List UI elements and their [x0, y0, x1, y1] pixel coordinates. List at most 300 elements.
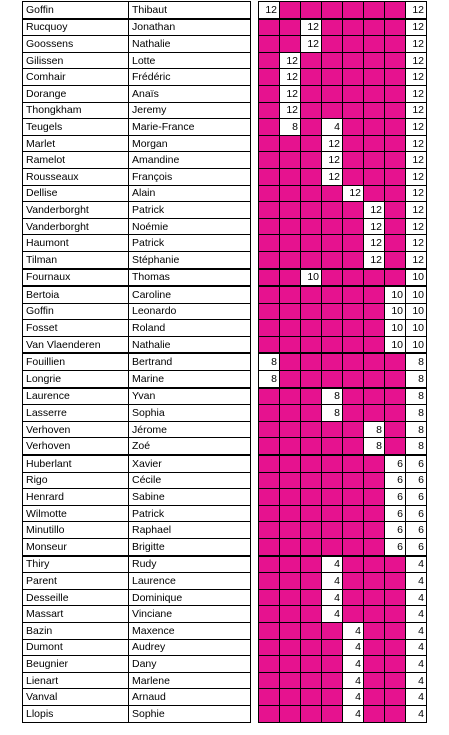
last-name-cell: Longrie: [23, 371, 129, 388]
filled-cell: [301, 371, 322, 388]
last-name-cell: Massart: [23, 606, 129, 623]
filled-cell: [322, 689, 343, 706]
total-cell: 4: [406, 573, 427, 590]
filled-cell: [322, 185, 343, 202]
last-name-cell: Vanval: [23, 689, 129, 706]
score-cell: 6: [385, 505, 406, 522]
first-name-cell: Patrick: [129, 235, 251, 252]
filled-cell: [343, 405, 364, 422]
filled-cell: [301, 472, 322, 489]
first-name-cell: Jeremy: [129, 102, 251, 119]
filled-cell: [343, 556, 364, 573]
gap-cell: [251, 589, 259, 606]
table-row: [23, 235, 448, 252]
first-name-cell: Sabine: [129, 489, 251, 506]
filled-cell: [259, 152, 280, 169]
filled-cell: [343, 489, 364, 506]
filled-cell: [301, 320, 322, 337]
filled-cell: [385, 85, 406, 102]
filled-cell: [301, 656, 322, 673]
last-name-cell: Van Vlaenderen: [23, 336, 129, 353]
filled-cell: [259, 489, 280, 506]
filled-cell: [385, 371, 406, 388]
gap-cell: [251, 639, 259, 656]
filled-cell: [385, 235, 406, 252]
filled-cell: [343, 320, 364, 337]
score-cell: 4: [322, 573, 343, 590]
table-row: [23, 269, 448, 287]
gap-cell: [251, 689, 259, 706]
filled-cell: [322, 202, 343, 219]
first-name-cell: Thomas: [129, 269, 251, 287]
filled-cell: [301, 689, 322, 706]
gap-cell: [251, 102, 259, 119]
gap-cell: [251, 606, 259, 623]
last-name-cell: Minutillo: [23, 522, 129, 539]
filled-cell: [280, 269, 301, 287]
gap-cell: [251, 52, 259, 69]
filled-cell: [385, 168, 406, 185]
filled-cell: [259, 19, 280, 36]
score-cell: 4: [322, 606, 343, 623]
first-name-cell: Frédéric: [129, 69, 251, 86]
filled-cell: [343, 85, 364, 102]
table-row: [23, 539, 448, 556]
first-name-cell: Patrick: [129, 202, 251, 219]
last-name-cell: Rucquoy: [23, 19, 129, 36]
filled-cell: [343, 472, 364, 489]
filled-cell: [343, 152, 364, 169]
filled-cell: [385, 405, 406, 422]
total-cell: 12: [406, 119, 427, 136]
gap-cell: [251, 336, 259, 353]
filled-cell: [322, 303, 343, 320]
filled-cell: [259, 522, 280, 539]
gap-cell: [251, 371, 259, 388]
filled-cell: [280, 371, 301, 388]
filled-cell: [322, 102, 343, 119]
first-name-cell: Alain: [129, 185, 251, 202]
filled-cell: [343, 539, 364, 556]
filled-cell: [385, 606, 406, 623]
filled-cell: [343, 102, 364, 119]
filled-cell: [343, 438, 364, 455]
score-cell: 4: [322, 556, 343, 573]
table-row: [23, 69, 448, 86]
filled-cell: [301, 303, 322, 320]
last-name-cell: Parent: [23, 573, 129, 590]
table-row: [23, 303, 448, 320]
score-cell: 6: [385, 522, 406, 539]
score-cell: 12: [364, 251, 385, 268]
table-row: [23, 622, 448, 639]
filled-cell: [385, 36, 406, 53]
table-row: [23, 19, 448, 36]
filled-cell: [280, 489, 301, 506]
first-name-cell: Sophie: [129, 705, 251, 722]
filled-cell: [385, 672, 406, 689]
filled-cell: [259, 202, 280, 219]
filled-cell: [259, 269, 280, 287]
score-cell: 12: [280, 52, 301, 69]
filled-cell: [364, 286, 385, 303]
filled-cell: [322, 656, 343, 673]
filled-cell: [259, 286, 280, 303]
gap-cell: [251, 251, 259, 268]
filled-cell: [343, 119, 364, 136]
total-cell: 12: [406, 52, 427, 69]
filled-cell: [280, 336, 301, 353]
total-cell: 12: [406, 235, 427, 252]
filled-cell: [385, 52, 406, 69]
filled-cell: [385, 388, 406, 405]
table-row: [23, 102, 448, 119]
last-name-cell: Llopis: [23, 705, 129, 722]
score-cell: 12: [280, 69, 301, 86]
filled-cell: [364, 656, 385, 673]
filled-cell: [364, 85, 385, 102]
filled-cell: [343, 168, 364, 185]
total-cell: 4: [406, 705, 427, 722]
filled-cell: [385, 269, 406, 287]
last-name-cell: Dellise: [23, 185, 129, 202]
filled-cell: [301, 489, 322, 506]
filled-cell: [301, 102, 322, 119]
last-name-cell: Bazin: [23, 622, 129, 639]
filled-cell: [301, 286, 322, 303]
filled-cell: [322, 505, 343, 522]
filled-cell: [385, 689, 406, 706]
filled-cell: [259, 36, 280, 53]
filled-cell: [301, 622, 322, 639]
filled-cell: [280, 202, 301, 219]
total-cell: 6: [406, 455, 427, 472]
total-cell: 6: [406, 472, 427, 489]
filled-cell: [301, 421, 322, 438]
filled-cell: [364, 371, 385, 388]
filled-cell: [259, 656, 280, 673]
gap-cell: [251, 353, 259, 370]
filled-cell: [322, 19, 343, 36]
score-cell: 12: [343, 185, 364, 202]
last-name-cell: Fournaux: [23, 269, 129, 287]
filled-cell: [364, 185, 385, 202]
filled-cell: [364, 336, 385, 353]
first-name-cell: Bertrand: [129, 353, 251, 370]
score-cell: 4: [343, 656, 364, 673]
table-row: [23, 421, 448, 438]
gap-cell: [251, 539, 259, 556]
filled-cell: [385, 102, 406, 119]
total-cell: 4: [406, 606, 427, 623]
total-cell: 4: [406, 656, 427, 673]
score-cell: 4: [322, 119, 343, 136]
filled-cell: [364, 69, 385, 86]
total-cell: 10: [406, 269, 427, 287]
filled-cell: [385, 251, 406, 268]
filled-cell: [301, 522, 322, 539]
last-name-cell: Vanderborght: [23, 202, 129, 219]
filled-cell: [280, 388, 301, 405]
last-name-cell: Marlet: [23, 135, 129, 152]
table-row: [23, 589, 448, 606]
filled-cell: [385, 639, 406, 656]
first-name-cell: Noémie: [129, 218, 251, 235]
score-cell: 6: [385, 489, 406, 506]
filled-cell: [364, 606, 385, 623]
score-cell: 8: [364, 438, 385, 455]
filled-cell: [343, 336, 364, 353]
total-cell: 12: [406, 19, 427, 36]
filled-cell: [280, 168, 301, 185]
filled-cell: [280, 218, 301, 235]
total-cell: 12: [406, 218, 427, 235]
score-cell: 10: [385, 286, 406, 303]
filled-cell: [322, 522, 343, 539]
last-name-cell: Fouillien: [23, 353, 129, 370]
filled-cell: [259, 438, 280, 455]
filled-cell: [322, 320, 343, 337]
filled-cell: [322, 622, 343, 639]
gap-cell: [251, 202, 259, 219]
gap-cell: [251, 135, 259, 152]
filled-cell: [343, 202, 364, 219]
first-name-cell: Xavier: [129, 455, 251, 472]
total-cell: 4: [406, 689, 427, 706]
table-row: [23, 185, 448, 202]
filled-cell: [343, 573, 364, 590]
last-name-cell: Ramelot: [23, 152, 129, 169]
filled-cell: [364, 573, 385, 590]
table-row: [23, 438, 448, 455]
filled-cell: [364, 622, 385, 639]
filled-cell: [301, 119, 322, 136]
first-name-cell: Stéphanie: [129, 251, 251, 268]
filled-cell: [322, 472, 343, 489]
filled-cell: [259, 421, 280, 438]
total-cell: 12: [406, 2, 427, 19]
first-name-cell: Dominique: [129, 589, 251, 606]
total-cell: 6: [406, 522, 427, 539]
last-name-cell: Henrard: [23, 489, 129, 506]
filled-cell: [301, 556, 322, 573]
filled-cell: [364, 353, 385, 370]
filled-cell: [364, 2, 385, 19]
table-row: [23, 336, 448, 353]
filled-cell: [280, 656, 301, 673]
score-cell: 8: [259, 353, 280, 370]
gap-cell: [251, 505, 259, 522]
filled-cell: [343, 269, 364, 287]
filled-cell: [385, 438, 406, 455]
first-name-cell: Marlene: [129, 672, 251, 689]
filled-cell: [343, 135, 364, 152]
filled-cell: [280, 235, 301, 252]
filled-cell: [301, 152, 322, 169]
first-name-cell: Vinciane: [129, 606, 251, 623]
first-name-cell: Zoé: [129, 438, 251, 455]
filled-cell: [343, 19, 364, 36]
score-cell: 12: [301, 19, 322, 36]
first-name-cell: Marie-France: [129, 119, 251, 136]
last-name-cell: Goffin: [23, 303, 129, 320]
gap-cell: [251, 269, 259, 287]
last-name-cell: Rigo: [23, 472, 129, 489]
filled-cell: [301, 405, 322, 422]
filled-cell: [364, 135, 385, 152]
filled-cell: [343, 251, 364, 268]
score-cell: 4: [322, 589, 343, 606]
first-name-cell: Sophia: [129, 405, 251, 422]
total-cell: 12: [406, 202, 427, 219]
filled-cell: [280, 19, 301, 36]
total-cell: 6: [406, 489, 427, 506]
filled-cell: [301, 672, 322, 689]
filled-cell: [280, 689, 301, 706]
filled-cell: [385, 202, 406, 219]
filled-cell: [385, 152, 406, 169]
filled-cell: [259, 606, 280, 623]
score-cell: 12: [280, 102, 301, 119]
score-cell: 12: [364, 218, 385, 235]
first-name-cell: Dany: [129, 656, 251, 673]
score-cell: 12: [364, 235, 385, 252]
gap-cell: [251, 573, 259, 590]
table-row: [23, 2, 448, 19]
first-name-cell: Morgan: [129, 135, 251, 152]
last-name-cell: Lasserre: [23, 405, 129, 422]
first-name-cell: Arnaud: [129, 689, 251, 706]
gap-cell: [251, 168, 259, 185]
filled-cell: [343, 589, 364, 606]
filled-cell: [343, 606, 364, 623]
first-name-cell: Nathalie: [129, 36, 251, 53]
filled-cell: [280, 505, 301, 522]
filled-cell: [259, 85, 280, 102]
filled-cell: [259, 556, 280, 573]
first-name-cell: Raphael: [129, 522, 251, 539]
score-cell: 8: [280, 119, 301, 136]
first-name-cell: Brigitte: [129, 539, 251, 556]
filled-cell: [364, 303, 385, 320]
filled-cell: [385, 185, 406, 202]
filled-cell: [259, 573, 280, 590]
total-cell: 12: [406, 102, 427, 119]
filled-cell: [322, 438, 343, 455]
filled-cell: [259, 505, 280, 522]
total-cell: 12: [406, 185, 427, 202]
filled-cell: [259, 639, 280, 656]
filled-cell: [322, 52, 343, 69]
first-name-cell: Audrey: [129, 639, 251, 656]
total-cell: 4: [406, 639, 427, 656]
table-row: [23, 119, 448, 136]
table-row: [23, 573, 448, 590]
filled-cell: [280, 421, 301, 438]
filled-cell: [301, 135, 322, 152]
filled-cell: [301, 705, 322, 722]
filled-cell: [343, 371, 364, 388]
last-name-cell: Verhoven: [23, 421, 129, 438]
filled-cell: [259, 303, 280, 320]
filled-cell: [385, 656, 406, 673]
gap-cell: [251, 489, 259, 506]
table-row: [23, 36, 448, 53]
filled-cell: [322, 2, 343, 19]
last-name-cell: Teugels: [23, 119, 129, 136]
score-cell: 10: [385, 303, 406, 320]
last-name-cell: Wilmotte: [23, 505, 129, 522]
filled-cell: [301, 69, 322, 86]
filled-cell: [301, 539, 322, 556]
filled-cell: [322, 705, 343, 722]
filled-cell: [259, 589, 280, 606]
filled-cell: [364, 405, 385, 422]
last-name-cell: Goffin: [23, 2, 129, 19]
filled-cell: [259, 689, 280, 706]
filled-cell: [385, 218, 406, 235]
gap-cell: [251, 286, 259, 303]
filled-cell: [280, 2, 301, 19]
last-name-cell: Thiry: [23, 556, 129, 573]
score-cell: 10: [385, 320, 406, 337]
first-name-cell: Jonathan: [129, 19, 251, 36]
last-name-cell: Desseille: [23, 589, 129, 606]
filled-cell: [301, 168, 322, 185]
filled-cell: [301, 505, 322, 522]
filled-cell: [280, 135, 301, 152]
score-cell: 12: [322, 135, 343, 152]
last-name-cell: Lienart: [23, 672, 129, 689]
first-name-cell: Amandine: [129, 152, 251, 169]
first-name-cell: Caroline: [129, 286, 251, 303]
filled-cell: [259, 705, 280, 722]
total-cell: 12: [406, 152, 427, 169]
filled-cell: [343, 36, 364, 53]
gap-cell: [251, 388, 259, 405]
filled-cell: [343, 388, 364, 405]
total-cell: 4: [406, 622, 427, 639]
total-cell: 12: [406, 251, 427, 268]
filled-cell: [322, 421, 343, 438]
filled-cell: [385, 19, 406, 36]
table-row: [23, 505, 448, 522]
filled-cell: [259, 185, 280, 202]
filled-cell: [322, 353, 343, 370]
filled-cell: [301, 336, 322, 353]
table-row: [23, 522, 448, 539]
gap-cell: [251, 235, 259, 252]
total-cell: 6: [406, 539, 427, 556]
last-name-cell: Huberlant: [23, 455, 129, 472]
filled-cell: [280, 152, 301, 169]
total-cell: 10: [406, 320, 427, 337]
last-name-cell: Beugnier: [23, 656, 129, 673]
gap-cell: [251, 152, 259, 169]
score-cell: 6: [385, 472, 406, 489]
filled-cell: [343, 505, 364, 522]
table-row: [23, 405, 448, 422]
score-cell: 4: [343, 705, 364, 722]
table-row: [23, 606, 448, 623]
filled-cell: [364, 455, 385, 472]
filled-cell: [364, 505, 385, 522]
filled-cell: [280, 622, 301, 639]
filled-cell: [259, 388, 280, 405]
filled-cell: [301, 606, 322, 623]
gap-cell: [251, 421, 259, 438]
table-row: [23, 371, 448, 388]
